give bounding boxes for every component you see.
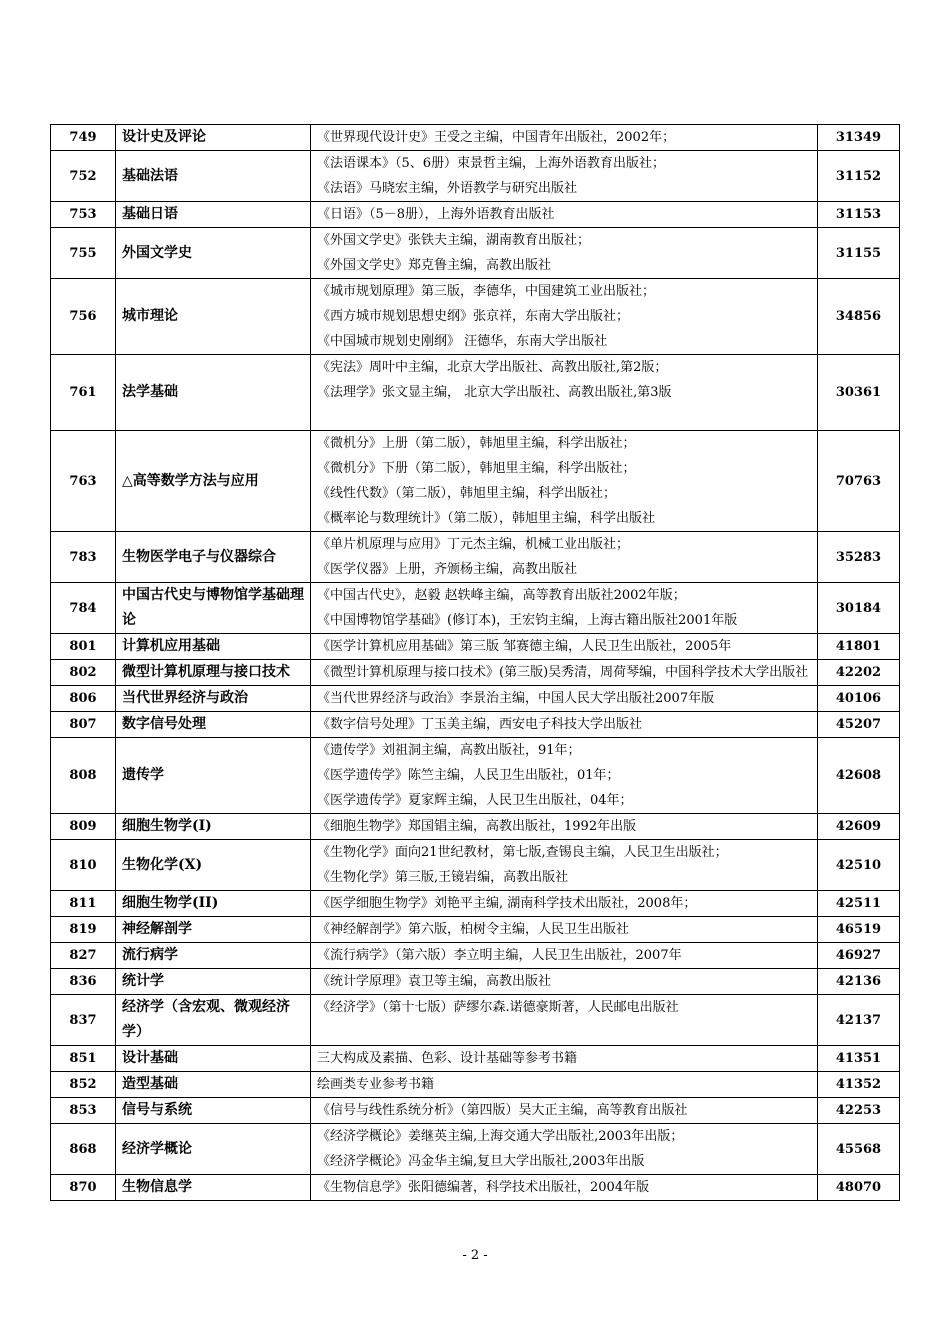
subject-name-cell: 法学基础 — [116, 355, 311, 431]
subject-name-cell: 经济学（含宏观、微观经济学） — [116, 995, 311, 1046]
subject-code-cell: 811 — [51, 891, 116, 917]
reference-books-cell — [311, 686, 818, 712]
reference-book-line: 《生物化学》面向21世纪教材，第七版,查锡良主编，人民卫生出版社； — [317, 845, 728, 860]
subject-code-cell: 756 — [51, 279, 116, 355]
reference-books-cell — [311, 995, 818, 1046]
reference-book-line: 《西方城市规划思想史纲》张京祥，东南大学出版社； — [317, 309, 630, 324]
subject-name-cell: 流行病学 — [116, 943, 311, 969]
reference-books-cell — [311, 583, 818, 634]
table-row — [51, 532, 900, 583]
reference-books-cell — [311, 814, 818, 840]
subject-name-cell: 计算机应用基础 — [116, 634, 311, 660]
reference-book-line: 《医学遗传学》陈竺主编，人民卫生出版社，01年； — [317, 768, 620, 783]
subject-code-cell: 810 — [51, 840, 116, 891]
reference-book-line: 《经济学》（第十七版）萨缪尔森.诺德豪斯著，人民邮电出版社 — [317, 1000, 679, 1015]
subject-code-cell: 809 — [51, 814, 116, 840]
subject-code-cell: 783 — [51, 532, 116, 583]
subject-name-cell: 设计史及评论 — [116, 125, 311, 151]
table-row — [51, 814, 900, 840]
reference-books-cell — [311, 279, 818, 355]
reference-books-cell — [311, 840, 818, 891]
reference-books-cell — [311, 660, 818, 686]
reference-book-line: 绘画类专业参考书籍 — [317, 1077, 435, 1092]
subject-code-cell: 761 — [51, 355, 116, 431]
exam-number-cell: 70763 — [818, 431, 900, 532]
subject-name-cell: 遗传学 — [116, 738, 311, 814]
reference-books-cell — [311, 891, 818, 917]
subject-name-cell: 城市理论 — [116, 279, 311, 355]
reference-book-line: 《外国文学史》郑克鲁主编，高教出版社 — [317, 258, 552, 273]
reference-book-line: 《概率论与数理统计》（第二版），韩旭里主编，科学出版社 — [317, 511, 656, 526]
exam-number-cell: 45568 — [818, 1124, 900, 1175]
exam-number-cell: 34856 — [818, 279, 900, 355]
table-row — [51, 686, 900, 712]
reference-book-line: 《医学仪器》上册，齐颁杨主编，高教出版社 — [317, 562, 578, 577]
subject-code-cell: 784 — [51, 583, 116, 634]
reference-books-cell — [311, 228, 818, 279]
reference-books-cell — [311, 151, 818, 202]
table-row — [51, 228, 900, 279]
exam-number-cell: 42511 — [818, 891, 900, 917]
exam-number-cell: 45207 — [818, 712, 900, 738]
reference-books-cell — [311, 634, 818, 660]
reference-book-line: 《法理学》张文显主编， 北京大学出版社、高教出版社,第3版 — [317, 385, 672, 400]
reference-books-cell — [311, 712, 818, 738]
table-row — [51, 738, 900, 814]
reference-books-cell — [311, 969, 818, 995]
reference-book-line: 《神经解剖学》第六版，柏树令主编，人民卫生出版社 — [317, 922, 630, 937]
reference-books-cell — [311, 125, 818, 151]
table-row — [51, 943, 900, 969]
reference-book-line: 《经济学概论》冯金华主编,复旦大学出版社,2003年出版 — [317, 1154, 645, 1169]
reference-book-line: 《微型计算机原理与接口技术》(第三版)吴秀清，周荷琴编，中国科学技术大学出版社 — [317, 665, 809, 680]
reference-book-line: 《线性代数》（第二版），韩旭里主编，科学出版社； — [317, 486, 617, 501]
subject-code-cell: 801 — [51, 634, 116, 660]
table-row — [51, 151, 900, 202]
table-row — [51, 891, 900, 917]
exam-number-cell: 46927 — [818, 943, 900, 969]
reference-book-line: 《单片机原理与应用》丁元杰主编，机械工业出版社； — [317, 537, 630, 552]
subject-code-cell: 752 — [51, 151, 116, 202]
exam-number-cell: 41801 — [818, 634, 900, 660]
exam-number-cell: 41351 — [818, 1046, 900, 1072]
reference-book-line: 三大构成及素描、色彩、设计基础等参考书籍 — [317, 1051, 578, 1066]
subject-code-cell: 868 — [51, 1124, 116, 1175]
table-row — [51, 712, 900, 738]
subject-name-cell: 中国古代史与博物馆学基础理论 — [116, 583, 311, 634]
reference-book-line: 《遗传学》刘祖洞主编，高教出版社，91年； — [317, 743, 581, 758]
table-row — [51, 1072, 900, 1098]
table-row — [51, 1124, 900, 1175]
table-row — [51, 202, 900, 228]
table-body — [51, 125, 900, 1201]
exam-number-cell: 42136 — [818, 969, 900, 995]
reference-book-line: 《城市规划原理》第三版，李德华，中国建筑工业出版社； — [317, 284, 656, 299]
reference-book-line: 《生物信息学》张阳德编著，科学技术出版社，2004年版 — [317, 1180, 650, 1195]
table-row — [51, 995, 900, 1046]
reference-books-cell — [311, 202, 818, 228]
reference-book-line: 《中国古代史》，赵毅 赵轶峰主编，高等教育出版社2002年版； — [317, 588, 686, 603]
page-number: - 2 - — [462, 1248, 488, 1263]
reference-book-line: 《统计学原理》袁卫等主编，高教出版社 — [317, 974, 552, 989]
exam-number-cell: 40106 — [818, 686, 900, 712]
subject-code-cell: 802 — [51, 660, 116, 686]
subject-name-cell: △高等数学方法与应用 — [116, 431, 311, 532]
reference-book-line: 《经济学概论》姜继英主编,上海交通大学出版社,2003年出版； — [317, 1129, 684, 1144]
subject-name-cell: 微型计算机原理与接口技术 — [116, 660, 311, 686]
subject-code-cell: 755 — [51, 228, 116, 279]
reference-book-line: 《信号与线性系统分析》（第四版）吴大正主编，高等教育出版社 — [317, 1103, 688, 1118]
reference-book-line: 《医学计算机应用基础》第三版 邹赛德主编，人民卫生出版社，2005年 — [317, 639, 732, 654]
reference-books-cell — [311, 355, 818, 431]
exam-number-cell: 31155 — [818, 228, 900, 279]
subject-code-cell: 853 — [51, 1098, 116, 1124]
subject-name-cell: 统计学 — [116, 969, 311, 995]
subject-name-cell: 细胞生物学(II) — [116, 891, 311, 917]
table-row — [51, 125, 900, 151]
exam-number-cell: 42608 — [818, 738, 900, 814]
subject-code-cell: 827 — [51, 943, 116, 969]
subject-name-cell: 细胞生物学(I) — [116, 814, 311, 840]
exam-number-cell: 35283 — [818, 532, 900, 583]
subject-name-cell: 基础法语 — [116, 151, 311, 202]
reference-book-line: 《法语课本》（5、6册）束景哲主编，上海外语教育出版社； — [317, 156, 666, 171]
subject-code-cell: 749 — [51, 125, 116, 151]
exam-number-cell: 46519 — [818, 917, 900, 943]
table-row — [51, 1175, 900, 1201]
table-row — [51, 1098, 900, 1124]
subject-name-cell: 生物信息学 — [116, 1175, 311, 1201]
table-row — [51, 355, 900, 431]
reference-book-line: 《法语》马晓宏主编，外语教学与研究出版社 — [317, 181, 578, 196]
reference-book-line: 《生物化学》第三版,王镜岩编，高教出版社 — [317, 870, 569, 885]
reference-book-line: 《微机分》下册（第二版），韩旭里主编，科学出版社； — [317, 461, 636, 476]
subject-code-cell: 753 — [51, 202, 116, 228]
reference-book-line: 《医学细胞生物学》刘艳平主编, 湖南科学技术出版社，2008年； — [317, 896, 697, 911]
exam-number-cell: 42510 — [818, 840, 900, 891]
exam-number-cell: 31349 — [818, 125, 900, 151]
reference-book-line: 《微机分》上册（第二版），韩旭里主编，科学出版社； — [317, 436, 636, 451]
subject-code-cell: 806 — [51, 686, 116, 712]
subject-name-cell: 信号与系统 — [116, 1098, 311, 1124]
reference-books-cell — [311, 532, 818, 583]
subject-name-cell: 设计基础 — [116, 1046, 311, 1072]
table-row — [51, 969, 900, 995]
reference-book-line: 《细胞生物学》郑国锠主编，高教出版社，1992年出版 — [317, 819, 637, 834]
subject-code-cell: 870 — [51, 1175, 116, 1201]
table-row — [51, 660, 900, 686]
subject-code-cell: 763 — [51, 431, 116, 532]
table-row — [51, 583, 900, 634]
exam-number-cell: 30184 — [818, 583, 900, 634]
subject-name-cell: 数字信号处理 — [116, 712, 311, 738]
reference-books-cell — [311, 1098, 818, 1124]
reference-books-cell — [311, 738, 818, 814]
exam-subject-table — [50, 124, 900, 1201]
subject-code-cell: 819 — [51, 917, 116, 943]
reference-book-line: 《医学遗传学》夏家辉主编，人民卫生出版社，04年； — [317, 793, 633, 808]
exam-number-cell: 31152 — [818, 151, 900, 202]
subject-name-cell: 基础日语 — [116, 202, 311, 228]
subject-code-cell: 807 — [51, 712, 116, 738]
reference-books-cell — [311, 917, 818, 943]
exam-number-cell: 48070 — [818, 1175, 900, 1201]
empty-line — [317, 405, 811, 430]
exam-number-cell: 42137 — [818, 995, 900, 1046]
exam-number-cell: 42253 — [818, 1098, 900, 1124]
subject-name-cell: 经济学概论 — [116, 1124, 311, 1175]
reference-book-line: 《当代世界经济与政治》李景治主编，中国人民大学出版社2007年版 — [317, 691, 715, 706]
exam-number-cell: 42202 — [818, 660, 900, 686]
reference-books-cell — [311, 431, 818, 532]
reference-books-cell — [311, 1124, 818, 1175]
reference-book-line: 《日语》（5－8册），上海外语教育出版社 — [317, 207, 555, 222]
subject-code-cell: 837 — [51, 995, 116, 1046]
exam-number-cell: 41352 — [818, 1072, 900, 1098]
subject-name-cell: 当代世界经济与政治 — [116, 686, 311, 712]
table-row — [51, 1046, 900, 1072]
reference-books-cell — [311, 1175, 818, 1201]
table-row — [51, 840, 900, 891]
reference-book-line: 《宪法》周叶中主编，北京大学出版社、高教出版社,第2版； — [317, 360, 668, 375]
reference-book-line: 《外国文学史》张铁夫主编，湖南教育出版社； — [317, 233, 591, 248]
reference-book-line: 《流行病学》（第六版）李立明主编，人民卫生出版社，2007年 — [317, 948, 682, 963]
subject-code-cell: 852 — [51, 1072, 116, 1098]
exam-number-cell: 31153 — [818, 202, 900, 228]
subject-name-cell: 生物医学电子与仪器综合 — [116, 532, 311, 583]
reference-books-cell — [311, 1046, 818, 1072]
subject-name-cell: 生物化学(X) — [116, 840, 311, 891]
reference-books-cell — [311, 943, 818, 969]
subject-code-cell: 836 — [51, 969, 116, 995]
subject-code-cell: 808 — [51, 738, 116, 814]
reference-book-line: 《中国博物馆学基础》(修订本)，王宏钧主编，上海古籍出版社2001年版 — [317, 613, 738, 628]
reference-books-cell — [311, 1072, 818, 1098]
reference-book-line: 《数字信号处理》丁玉美主编，西安电子科技大学出版社 — [317, 717, 643, 732]
subject-name-cell: 造型基础 — [116, 1072, 311, 1098]
table-row — [51, 431, 900, 532]
table-row — [51, 279, 900, 355]
table-row — [51, 634, 900, 660]
subject-code-cell: 851 — [51, 1046, 116, 1072]
exam-number-cell: 42609 — [818, 814, 900, 840]
reference-book-line: 《世界现代设计史》王受之主编，中国青年出版社，2002年； — [317, 130, 676, 145]
table-row — [51, 917, 900, 943]
exam-number-cell: 30361 — [818, 355, 900, 431]
subject-name-cell: 外国文学史 — [116, 228, 311, 279]
reference-book-line: 《中国城市规划史刚纲》 汪德华，东南大学出版社 — [317, 334, 608, 349]
subject-name-cell: 神经解剖学 — [116, 917, 311, 943]
